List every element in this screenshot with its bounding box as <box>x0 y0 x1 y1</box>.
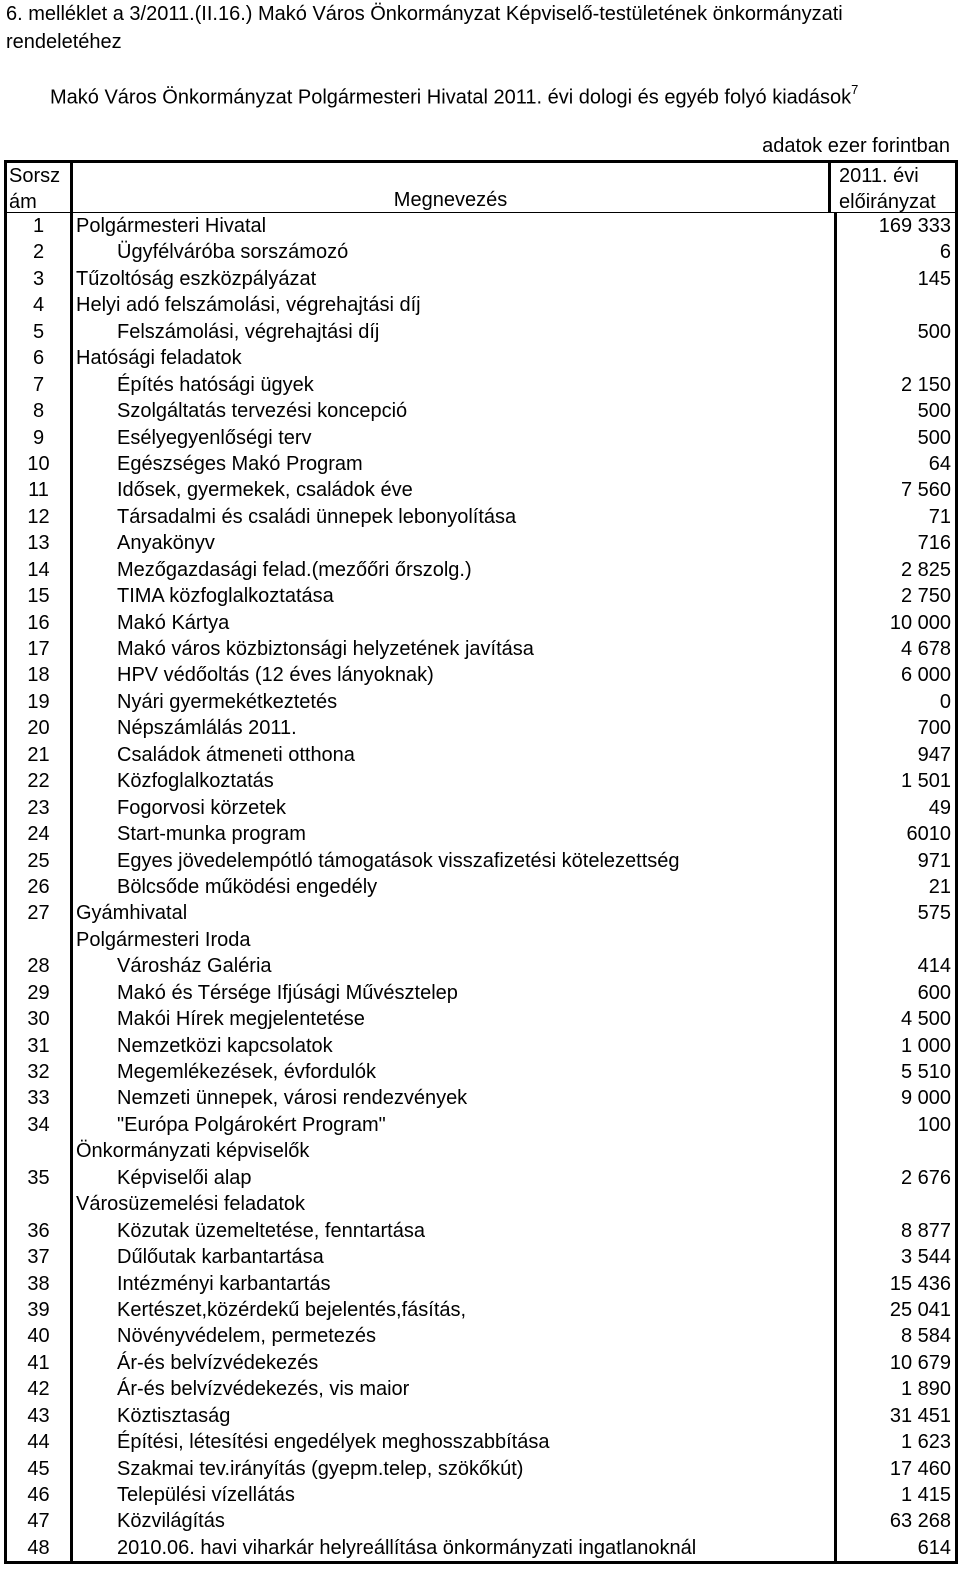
row-name: Települési vízellátás <box>117 1484 295 1506</box>
row-name: Fogorvosi körzetek <box>117 796 286 819</box>
row-name: Közvilágítás <box>117 1510 225 1533</box>
row-number: 14 <box>7 557 73 583</box>
row-name: Szolgáltatás tervezési koncepció <box>117 400 408 423</box>
row-value: 1 501 <box>834 768 955 794</box>
header-number-line1: Sorsz <box>9 165 61 187</box>
header-number-line2: ám <box>9 191 37 213</box>
table-row <box>7 953 955 979</box>
row-number: 8 <box>7 398 73 424</box>
table-row <box>7 1112 955 1138</box>
row-value <box>834 1191 955 1217</box>
table-row <box>7 345 955 371</box>
row-value: 6010 <box>834 821 955 847</box>
row-value: 1 415 <box>834 1482 955 1508</box>
row-number: 17 <box>7 636 73 662</box>
row-number: 47 <box>7 1508 73 1534</box>
row-value: 971 <box>834 848 955 874</box>
row-value: 145 <box>834 266 955 292</box>
row-value: 49 <box>834 795 955 821</box>
row-name: Képviselői alap <box>117 1166 252 1189</box>
row-name: Köztisztaság <box>117 1404 231 1427</box>
row-number: 34 <box>7 1112 73 1138</box>
table-row <box>7 1456 955 1482</box>
row-value: 71 <box>834 504 955 530</box>
table-row <box>7 927 955 953</box>
row-name: Makó Kártya <box>117 611 230 634</box>
row-value: 716 <box>834 530 955 556</box>
row-value: 414 <box>834 953 955 979</box>
row-value: 1 890 <box>834 1376 955 1402</box>
table-header <box>4 160 958 213</box>
row-name: Családok átmeneti otthona <box>117 743 355 766</box>
row-value: 947 <box>834 742 955 768</box>
row-name: Idősek, gyermekek, családok éve <box>117 479 413 502</box>
table-row <box>7 1482 955 1508</box>
row-number: 13 <box>7 530 73 556</box>
row-number: 4 <box>7 292 73 318</box>
table-body <box>4 213 958 1564</box>
table-row <box>7 1297 955 1323</box>
row-number: 42 <box>7 1376 73 1402</box>
table-row <box>7 319 955 345</box>
table-row <box>7 1350 955 1376</box>
row-value <box>834 1138 955 1164</box>
row-name: Társadalmi és családi ünnepek lebonyolítása <box>117 505 517 528</box>
row-name: Intézményi karbantartás <box>117 1272 331 1295</box>
row-value: 31 451 <box>834 1403 955 1429</box>
table-row <box>7 1429 955 1455</box>
row-number: 27 <box>7 900 73 926</box>
table-row <box>7 425 955 451</box>
row-name: Megemlékezések, évfordulók <box>117 1061 377 1083</box>
row-value: 25 041 <box>834 1297 955 1323</box>
table-row <box>7 662 955 688</box>
row-value: 3 544 <box>834 1244 955 1270</box>
row-number: 46 <box>7 1482 73 1508</box>
row-name: Makó város közbiztonsági helyzetének javítása <box>117 638 534 660</box>
table-row <box>7 848 955 874</box>
budget-table <box>4 160 958 1564</box>
row-number: 10 <box>7 451 73 477</box>
row-name: Helyi adó felszámolási, végrehajtási díj <box>76 294 421 317</box>
document-title-text: Makó Város Önkormányzat Polgármesteri Hivatal 2011. évi dologi és egyéb folyó kiadások <box>50 86 852 109</box>
row-value: 64 <box>834 451 955 477</box>
row-value: 700 <box>834 715 955 741</box>
table-row <box>7 874 955 900</box>
row-value: 2 825 <box>834 557 955 583</box>
row-number <box>7 1138 73 1164</box>
table-row <box>7 795 955 821</box>
row-number: 22 <box>7 768 73 794</box>
table-row <box>7 610 955 636</box>
table-row <box>7 742 955 768</box>
annex-reference: 6. melléklet a 3/2011.(II.16.) Makó Város Önkormányzat Képviselő-testületének önkormányzati rendeletéhez <box>6 3 843 53</box>
row-value: 2 676 <box>834 1165 955 1191</box>
row-name: Városüzemelési feladatok <box>76 1193 306 1216</box>
row-name: Ár-és belvízvédekezés <box>117 1351 319 1374</box>
row-value: 10 679 <box>834 1350 955 1376</box>
table-row <box>7 980 955 1006</box>
row-value: 4 500 <box>834 1006 955 1032</box>
row-name: Mezőgazdasági felad.(mezőőri őrszolg.) <box>117 558 472 581</box>
row-name: Népszámlálás 2011. <box>117 717 297 740</box>
row-name: Ügyfélváróba sorszámozó <box>117 241 349 264</box>
row-number: 40 <box>7 1323 73 1349</box>
row-name: Önkormányzati képviselők <box>76 1140 310 1163</box>
row-number: 30 <box>7 1006 73 1032</box>
table-row <box>7 213 955 239</box>
row-name: 2010.06. havi viharkár helyreállítása önkormányzati ingatlanoknál <box>117 1536 697 1559</box>
row-number: 45 <box>7 1456 73 1482</box>
row-value: 15 436 <box>834 1271 955 1297</box>
row-number: 33 <box>7 1085 73 1111</box>
row-value: 8 877 <box>834 1218 955 1244</box>
row-value: 5 510 <box>834 1059 955 1085</box>
row-number: 16 <box>7 610 73 636</box>
row-number: 32 <box>7 1059 73 1085</box>
row-number: 2 <box>7 239 73 265</box>
table-row <box>7 900 955 926</box>
table-row <box>7 1165 955 1191</box>
table-row <box>7 239 955 265</box>
row-name: Nemzetközi kapcsolatok <box>117 1034 333 1057</box>
row-value <box>834 927 955 953</box>
row-number: 44 <box>7 1429 73 1455</box>
row-number: 23 <box>7 795 73 821</box>
row-value <box>834 345 955 371</box>
row-name: Polgármesteri Iroda <box>76 928 251 951</box>
row-value: 0 <box>834 689 955 715</box>
row-name: Esélyegyenlőségi terv <box>117 426 312 449</box>
row-value: 6 <box>834 239 955 265</box>
table-row <box>7 477 955 503</box>
document-title <box>50 79 858 111</box>
row-number <box>7 1191 73 1217</box>
row-name: Hatósági feladatok <box>76 347 242 370</box>
row-value: 63 268 <box>834 1508 955 1534</box>
row-number: 11 <box>7 477 73 503</box>
row-number: 28 <box>7 953 73 979</box>
row-name: Építés hatósági ügyek <box>117 373 314 396</box>
table-row <box>7 768 955 794</box>
row-value: 575 <box>834 900 955 926</box>
row-number: 41 <box>7 1350 73 1376</box>
row-number: 19 <box>7 689 73 715</box>
row-value: 21 <box>834 874 955 900</box>
row-value: 8 584 <box>834 1323 955 1349</box>
row-number: 36 <box>7 1218 73 1244</box>
row-number: 15 <box>7 583 73 609</box>
table-row <box>7 689 955 715</box>
table-row <box>7 1033 955 1059</box>
row-value: 17 460 <box>834 1456 955 1482</box>
row-value: 2 750 <box>834 583 955 609</box>
row-number: 21 <box>7 742 73 768</box>
row-name: Közutak üzemeltetése, fenntartása <box>117 1219 425 1242</box>
row-number: 31 <box>7 1033 73 1059</box>
row-number: 25 <box>7 848 73 874</box>
row-number: 20 <box>7 715 73 741</box>
table-row <box>7 504 955 530</box>
row-value: 1 000 <box>834 1033 955 1059</box>
row-name: Dűlőutak karbantartása <box>117 1246 324 1269</box>
row-name: Nemzeti ünnepek, városi rendezvények <box>117 1087 468 1110</box>
row-value: 9 000 <box>834 1085 955 1111</box>
row-number: 43 <box>7 1403 73 1429</box>
row-name: Gyámhivatal <box>76 902 188 925</box>
row-number: 26 <box>7 874 73 900</box>
table-row <box>7 372 955 398</box>
table-row <box>7 636 955 662</box>
header-name-label: Megnevezés <box>393 189 508 211</box>
header-number <box>7 163 73 212</box>
row-name: Tűzoltóság eszközpályázat <box>76 267 317 290</box>
row-number: 18 <box>7 662 73 688</box>
header-value <box>831 163 955 212</box>
row-value: 100 <box>834 1112 955 1138</box>
row-number: 9 <box>7 425 73 451</box>
table-row <box>7 715 955 741</box>
row-value: 500 <box>834 398 955 424</box>
row-number: 12 <box>7 504 73 530</box>
row-name: Városház Galéria <box>117 955 272 978</box>
row-number: 24 <box>7 821 73 847</box>
row-value: 6 000 <box>834 662 955 688</box>
row-value: 500 <box>834 425 955 451</box>
row-name: HPV védőoltás (12 éves lányoknak) <box>117 664 434 687</box>
unit-note: adatok ezer forintban <box>762 135 950 157</box>
row-value: 169 333 <box>834 213 955 239</box>
header-value-line1: 2011. évi <box>839 165 919 187</box>
row-number: 6 <box>7 345 73 371</box>
table-row <box>7 1244 955 1270</box>
row-number: 37 <box>7 1244 73 1270</box>
header-value-line2: előirányzat <box>839 191 936 213</box>
row-number: 48 <box>7 1535 73 1561</box>
table-row <box>7 1138 955 1164</box>
footnote-mark: 7 <box>851 82 859 97</box>
table-row <box>7 1191 955 1217</box>
table-row <box>7 530 955 556</box>
table-row <box>7 266 955 292</box>
row-value <box>834 292 955 318</box>
row-number: 35 <box>7 1165 73 1191</box>
row-value: 7 560 <box>834 477 955 503</box>
row-number: 5 <box>7 319 73 345</box>
row-value: 600 <box>834 980 955 1006</box>
row-name: Egészséges Makó Program <box>117 452 363 475</box>
table-row <box>7 1403 955 1429</box>
table-row <box>7 1323 955 1349</box>
row-name: Anyakönyv <box>117 532 215 555</box>
row-name: Makói Hírek megjelentetése <box>117 1008 365 1031</box>
table-row <box>7 1059 955 1085</box>
table-row <box>7 1006 955 1032</box>
row-number: 38 <box>7 1271 73 1297</box>
row-name: Szakmai tev.irányítás (gyepm.telep, szökőkút) <box>117 1457 524 1480</box>
row-value: 4 678 <box>834 636 955 662</box>
table-row <box>7 1271 955 1297</box>
row-value: 500 <box>834 319 955 345</box>
table-row <box>7 1085 955 1111</box>
row-value: 10 000 <box>834 610 955 636</box>
row-name: TIMA közfoglalkoztatása <box>117 585 334 608</box>
row-name: Polgármesteri Hivatal <box>76 215 267 237</box>
row-name: Nyári gyermekétkeztetés <box>117 690 338 713</box>
table-row <box>7 1508 955 1534</box>
row-name: Egyes jövedelempótló támogatások visszafizetési kötelezettség <box>117 849 680 872</box>
row-number: 7 <box>7 372 73 398</box>
row-name: Építési, létesítési engedélyek meghosszabbítása <box>117 1431 550 1454</box>
row-name: Közfoglalkoztatás <box>117 770 274 793</box>
table-row <box>7 292 955 318</box>
row-name: Bölcsőde működési engedély <box>117 875 378 898</box>
row-name: Start-munka program <box>117 823 306 846</box>
table-row <box>7 451 955 477</box>
row-name: "Európa Polgárokért Program" <box>117 1113 386 1136</box>
header-name <box>73 163 831 212</box>
table-row <box>7 583 955 609</box>
row-number <box>7 927 73 953</box>
row-value: 1 623 <box>834 1429 955 1455</box>
row-name: Makó és Térsége Ifjúsági Művésztelep <box>117 981 458 1004</box>
table-row <box>7 1535 955 1561</box>
table-row <box>7 1218 955 1244</box>
row-name: Ár-és belvízvédekezés, vis maior <box>117 1378 410 1401</box>
row-number: 1 <box>7 213 73 239</box>
row-name: Növényvédelem, permetezés <box>117 1325 377 1348</box>
table-row <box>7 557 955 583</box>
row-value: 614 <box>834 1535 955 1561</box>
row-number: 3 <box>7 266 73 292</box>
row-name: Felszámolási, végrehajtási díj <box>117 320 380 343</box>
row-value: 2 150 <box>834 372 955 398</box>
table-row <box>7 398 955 424</box>
row-number: 39 <box>7 1297 73 1323</box>
table-row <box>7 1376 955 1402</box>
row-name: Kertészet,közérdekű bejelentés,fásítás, <box>117 1298 467 1321</box>
table-row <box>7 821 955 847</box>
row-number: 29 <box>7 980 73 1006</box>
